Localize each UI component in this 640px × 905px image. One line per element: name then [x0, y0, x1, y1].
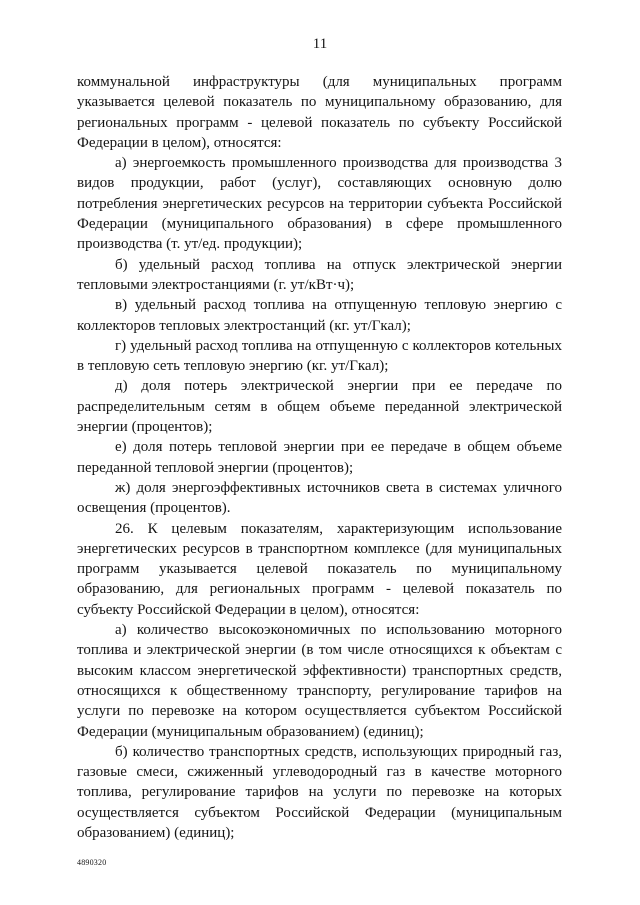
document-body [77, 72, 562, 843]
page-number: 11 [312, 36, 328, 52]
paragraph-item-a-efficient-transport: а) количество высокоэкономичных по использованию моторного топлива и электрической энергии (в том числе относящихся к объектам с высоким классом энергетической эффективности) транспортных средств, относящихся к общественному транспорту, регулирование тарифов на услуги по перевозке на котором осуществляется субъектом Российской Федерации (муниципальным образованием) (единиц); [77, 622, 562, 740]
paragraph-continuation: коммунальной инфраструктуры (для муниципальных программ указывается целевой показатель по муниципальному образованию, для региональных программ - целевой показатель по субъекту Российской Федерации в целом), относятся: [77, 74, 562, 151]
paragraph-item-zh-street-lighting: ж) доля энергоэффективных источников света в системах уличного освещения (процентов). [77, 479, 562, 517]
paragraph-item-e-heat-losses: е) доля потерь тепловой энергии при ее передаче в общем объеме переданной тепловой энергии (процентов); [77, 439, 562, 476]
paragraph-item-d-electric-losses: д) доля потерь электрической энергии при ее передаче по распределительным сетям в общем объеме переданной электрической энергии (процентов); [77, 378, 562, 436]
document-code: 4890320 [77, 858, 107, 867]
paragraph-item-b-gas-transport: б) количество транспортных средств, использующих природный газ, газовые смеси, сжиженный углеводородный газ в качестве моторного топлива, регулирование тарифов на услуги по перевозке на которых осуществляется субъектом Российской Федерации (муниципальным образованием) (единиц); [77, 743, 562, 841]
paragraph-item-a-energy-intensity: а) энергоемкость промышленного производства для производства 3 видов продукции, работ (услуг), составляющих основную долю потребления энергетических ресурсов на территории субъекта Российской Федерации (муниципального образования) в сфере промышленного производства (т. ут/ед. продукции); [77, 155, 562, 253]
paragraph-item-b-fuel-electricity: б) удельный расход топлива на отпуск электрической энергии тепловыми электростанциями (г. ут/кВт·ч); [77, 256, 562, 293]
paragraph-item-g-fuel-boilers: г) удельный расход топлива на отпущенную с коллекторов котельных в тепловую сеть тепловую энергию (кг. ут/Гкал); [77, 337, 562, 375]
paragraph-section-26: 26. К целевым показателям, характеризующим использование энергетических ресурсов в транспортном комплексе (для муниципальных программ указывается целевой показатель по муниципальному образованию, для региональных программ - целевой показатель по субъекту Российской Федерации в целом), относятся: [77, 520, 562, 618]
paragraph-item-v-fuel-heat-plants: в) удельный расход топлива на отпущенную тепловую энергию с коллекторов тепловых электростанций (кг. ут/Гкал); [77, 297, 562, 334]
